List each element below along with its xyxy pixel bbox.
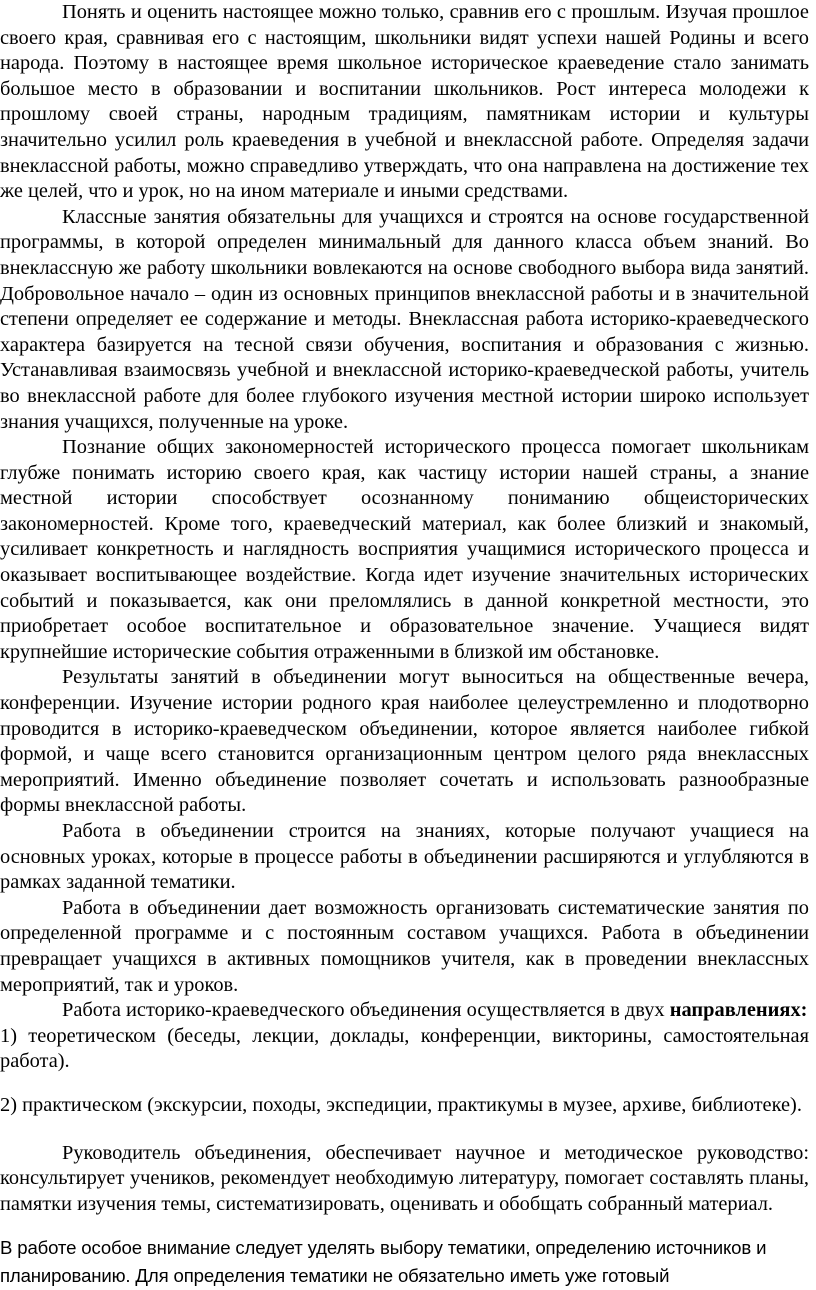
directions-label: направлениях: (669, 999, 808, 1022)
paragraph-6: Работа в объединении дает возможность организовать систематические занятия по определенной программе и с постоянным составом учащихся. Работа в объединении превращает учащихся в активных помощников учителя, как в проведении внеклассных мероприятий, так и уроков. (0, 896, 809, 996)
paragraph-5: Работа в объединении строится на знаниях, которые получают учащиеся на основных уроках, которые в процессе работы в объединении расширяются и углубляются в рамках заданной тематики. (0, 820, 809, 894)
leader-paragraph: Руководитель объединения, обеспечивает научное и методическое руководство: консультирует учеников, рекомендует необходимую литературу, помогает составлять планы, памятки изучения темы, систематизировать, оценивать и обобщать собранный материал. (0, 1141, 809, 1215)
list-item-theoretical: 1) теоретическом (беседы, лекции, доклады, конференции, викторины, самостоятельная работа). (0, 1024, 809, 1073)
directions-intro-text: Работа историко-краеведческого объединения осуществляется в двух (62, 999, 665, 1022)
closing-paragraph: В работе особое внимание следует уделять выбору тематики, определению источников и планированию. Для определения тематики не обязательно иметь уже готовый (0, 1237, 767, 1287)
paragraph-4: Результаты занятий в объединении могут выноситься на общественные вечера, конференции. Изучение истории родного края наиболее целеустремленно и плодотворно проводится в историко-краеведческом объединении, которое является наиболее гибкой формой, и чаще всего становится организационным центром целого ряда внеклассных мероприятий. Именно объединение позволяет сочетать и использовать разнообразные формы внеклассной работы. (0, 666, 809, 817)
paragraph-3: Познание общих закономерностей исторического процесса помогает школьникам глубже понимать историю своего края, как частицу истории нашей страны, а знание местной истории способствует осознанному пониманию общеисторических закономерностей. Кроме того, краеведческий материал, как более близкий и знакомый, усиливает конкретность и наглядность восприятия учащимися исторического процесса и оказывает воспитывающее воздействие. Когда идет изучение значительных исторических событий и показывается, как они преломлялись в данной конкретной местности, это приобретает особое воспитательное и образовательное значение. Учащиеся видят крупнейшие исторические события отраженными в близкой им обстановке. (0, 436, 809, 663)
paragraph-2: Классные занятия обязательны для учащихся и строятся на основе государственной программы, в которой определен минимальный для данного класса объем знаний. Во внеклассную же работу школьники вовлекаются на основе свободного выбора вида занятий. Добровольное начало – один из основных принципов внеклассной работы и в значительной степени определяет ее содержание и методы. Внеклассная работа историко-краеведческого характера базируется на тесной связи обучения, воспитания и образования с жизнью. Устанавливая взаимосвязь учебной и внеклассной историко-краеведческой работы, учитель во внеклассной работе для более глубокого изучения местной истории широко использует знания учащихся, полученные на уроке. (0, 205, 809, 433)
paragraph-1: Понять и оценить настоящее можно только, сравнив его с прошлым. Изучая прошлое своего края, сравнивая его с настоящим, школьники видят успехи нашей Родины и всего народа. Поэтому в настоящее время школьное историческое краеведение стало занимать большое место в образовании и воспитании школьников. Рост интереса молодежи к прошлому своей страны, народным традициям, памятникам истории и культуры значительно усилил роль краеведения в учебной и внеклассной работе. Определяя задачи внеклассной работы, можно справедливо утверждать, что она направлена на достижение тех же целей, что и урок, но на ином материале и иными средствами. (0, 1, 809, 203)
directions-intro-paragraph (0, 998, 809, 1024)
list-item-practical: 2) практическом (экскурсии, походы, экспедиции, практикумы в музее, архиве, библиотеке). (0, 1093, 802, 1116)
